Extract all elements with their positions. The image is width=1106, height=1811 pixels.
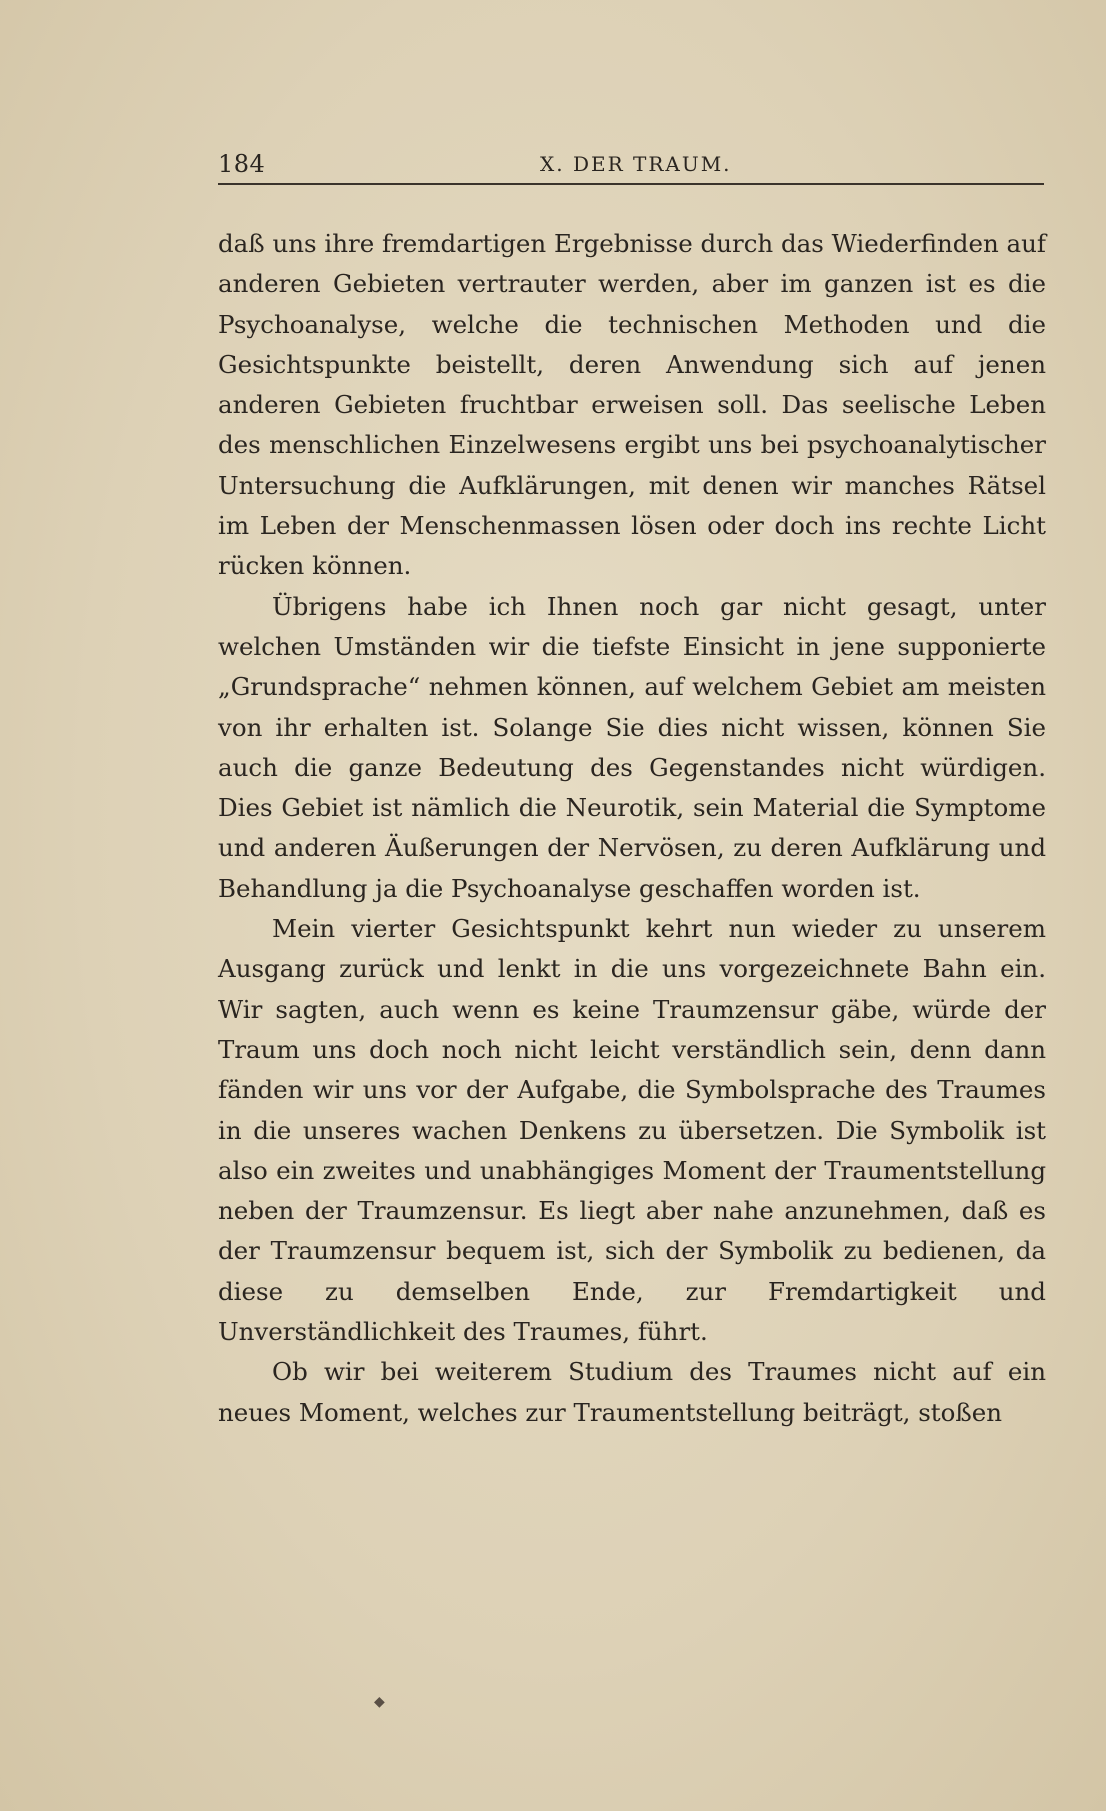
paragraph: Mein vierter Gesichtspunkt kehrt nun wieder zu unserem Ausgang zurück und lenkt in die uns vorgezeichnete Bahn ein. Wir sagten, auch wenn es keine Traumzensur gäbe, würde der Traum uns doch noch nicht leicht verständlich sein, denn dann fänden wir uns vor der Aufgabe, die Symbolsprache des Traumes in die unseres wachen Denkens zu übersetzen. Die Symbolik ist also ein zweites und unabhängiges Moment der Traumentstellung neben der Traumzensur. Es liegt aber nahe anzunehmen, daß es der Traumzensur bequem ist, sich der Symbolik zu bedienen, da diese zu demselben Ende, zur Fremdartigkeit und Unverständlichkeit des Traumes, führt. xyxy=(218,914,1046,1347)
page-number: 184 xyxy=(218,150,266,178)
paragraph: Übrigens habe ich Ihnen noch gar nicht gesagt, unter welchen Umständen wir die tiefste Einsicht in jene supponierte „Grundsprache“ nehmen können, auf welchem Gebiet am meisten von ihr erhalten ist. Solange Sie dies nicht wissen, können Sie auch die ganze Bedeutung des Gegenstandes nicht würdigen. Dies Gebiet ist nämlich die Neurotik, sein Material die Symptome und anderen Äußerungen der Nervösen, zu deren Aufklärung und Behandlung ja die Psychoanalyse geschaffen worden ist. xyxy=(218,591,1046,903)
printer-mark: ◆ xyxy=(374,1694,385,1710)
paragraph: daß uns ihre fremdartigen Ergebnisse durch das Wiederfinden auf anderen Gebieten vertrauter werden, aber im ganzen ist es die Psychoanalyse, welche die technischen Methoden und die Gesichtspunkte beistellt, deren Anwendung sich auf jenen anderen Gebieten fruchtbar erweisen soll. Das seelische Leben des menschlichen Einzelwesens ergibt uns bei psychoanalytischer Untersuchung die Aufklärungen, mit denen wir manches Rätsel im Leben der Menschenmassen lösen oder doch ins rechte Licht rücken können. xyxy=(218,229,1046,581)
page-header xyxy=(218,146,1042,182)
body-text xyxy=(218,224,1046,1433)
running-head: X. DER TRAUM. xyxy=(540,152,732,176)
header-rule xyxy=(218,183,1044,185)
paragraph: Ob wir bei weiterem Studium des Traumes nicht auf ein neues Moment, welches zur Traumentstellung beiträgt, stoßen xyxy=(218,1357,1046,1427)
